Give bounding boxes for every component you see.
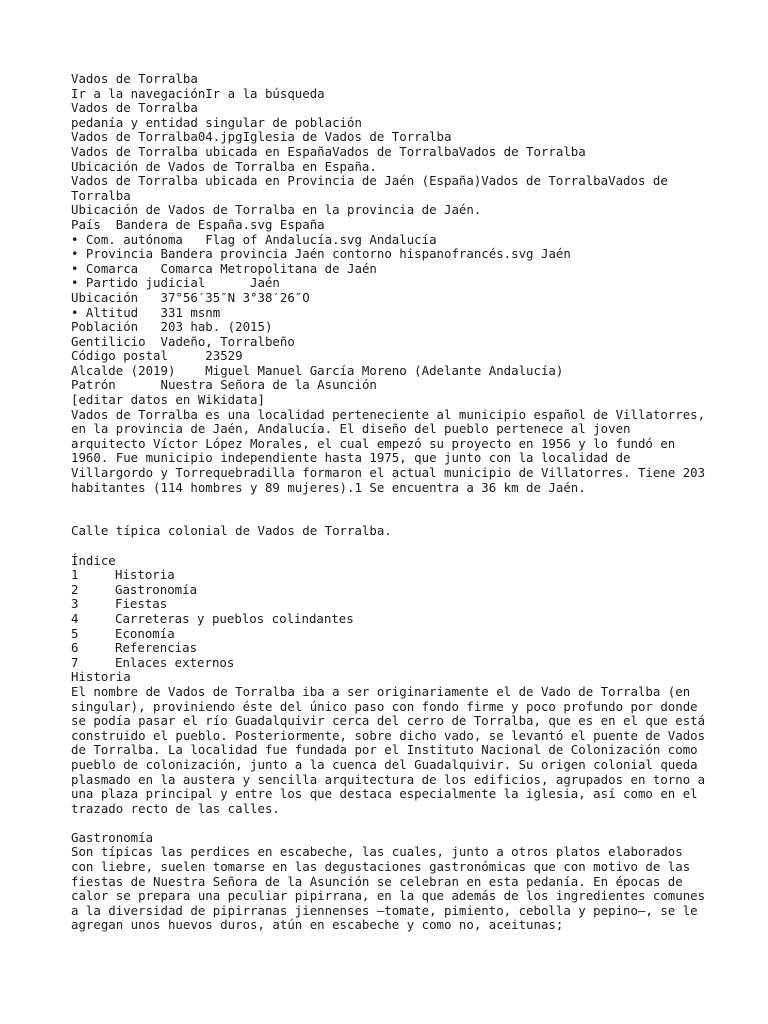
- infobox-value: Vadeño, Torralbeño: [160, 333, 295, 349]
- infobox-value[interactable]: Comarca Metropolitana de Jaén: [160, 260, 377, 276]
- infobox-value[interactable]: Flag of Andalucía.svg Andalucía: [205, 231, 437, 247]
- gastronomia-paragraph: Son típicas las perdices en escabeche, las cuales, junto a otros platos elaborados con liebre, suelen tomarse en las degustaciones gastronómicas que con motivo de las fiestas de Nuestra Señora de la Asunción se celebran en esta pedanía. En épocas de calor se prepara una peculiar pipirrana, en la que además de los ingredientes comunes a la diversidad de pipirranas jiennenses –tomate, pimiento, cebolla y pepino–, se le agregan unos huevos duros, atún en escabeche y como no, aceitunas;: [71, 844, 706, 933]
- infobox-value: 331 msnm: [160, 304, 221, 320]
- infobox-row-patron: [71, 378, 711, 393]
- page-title: Vados de Torralba: [71, 71, 198, 86]
- infobox-row-provincia: [71, 247, 711, 262]
- infobox-row-partido-judicial: [71, 276, 711, 291]
- infobox-label: • Partido judicial: [71, 275, 206, 291]
- infobox-value[interactable]: Bandera de España.svg España: [115, 216, 325, 232]
- toc-label[interactable]: Historia: [115, 567, 175, 583]
- toc-number: 7: [71, 654, 79, 670]
- toc-item-gastronomia[interactable]: [71, 583, 711, 598]
- spacer: [71, 539, 711, 554]
- infobox-label: Código postal: [71, 348, 168, 364]
- toc-number: 6: [71, 640, 79, 656]
- map-province-caption: Ubicación de Vados de Torralba en la provincia de Jaén.: [71, 202, 482, 218]
- infobox-row-altitud: [71, 306, 711, 321]
- infobox-value: 203 hab. (2015): [160, 319, 273, 335]
- toc-label[interactable]: Gastronomía: [115, 581, 198, 597]
- toc-item-historia[interactable]: [71, 568, 711, 583]
- spacer: [71, 816, 711, 831]
- toc-label[interactable]: Fiestas: [115, 596, 168, 612]
- toc-label[interactable]: Economía: [115, 625, 175, 641]
- infobox-row-pais: [71, 218, 711, 233]
- infobox-row-com-autonoma: [71, 233, 711, 248]
- toc-item-carreteras[interactable]: [71, 612, 711, 627]
- infobox-value[interactable]: Jaén: [250, 275, 280, 291]
- toc-title: Índice: [71, 552, 116, 568]
- infobox-value[interactable]: Nuestra Señora de la Asunción: [160, 377, 377, 393]
- article-name: Vados de Torralba: [71, 100, 198, 116]
- infobox-row-poblacion: [71, 320, 711, 335]
- toc-number: 3: [71, 596, 79, 612]
- infobox-value: 23529: [205, 348, 243, 364]
- toc-number: 5: [71, 625, 79, 641]
- infobox-row-ubicacion: [71, 291, 711, 306]
- toc-number: 2: [71, 581, 79, 597]
- infobox-label: • Altitud: [71, 304, 139, 320]
- spacer: [71, 495, 711, 524]
- infobox-label: Gentilicio: [71, 333, 146, 349]
- toc-label[interactable]: Carreteras y pueblos colindantes: [115, 610, 354, 626]
- infobox-value[interactable]: Bandera provincia Jaén contorno hispanofrancés.svg Jaén: [160, 246, 571, 262]
- infobox-label: • Provincia: [71, 246, 154, 262]
- infobox-value[interactable]: Miguel Manuel García Moreno (Adelante Andalucía): [205, 362, 564, 378]
- infobox-label: Patrón: [71, 377, 116, 393]
- toc-item-referencias[interactable]: [71, 641, 711, 656]
- map-province-reference: Vados de Torralba ubicada en Provincia de Jaén (España)Vados de TorralbaVados de Torralba: [71, 173, 668, 203]
- toc-number: 1: [71, 567, 79, 583]
- infobox-row-alcalde: [71, 364, 711, 379]
- skip-links[interactable]: Ir a la navegaciónIr a la búsqueda: [71, 85, 325, 101]
- infobox-row-codigo-postal: [71, 349, 711, 364]
- section-heading-gastronomia: Gastronomía: [71, 829, 154, 845]
- document-page: [71, 72, 711, 933]
- toc-item-fiestas[interactable]: [71, 597, 711, 612]
- toc-number: 4: [71, 610, 79, 626]
- toc-item-economia[interactable]: [71, 627, 711, 642]
- infobox-row-gentilicio: [71, 335, 711, 350]
- toc-item-enlaces[interactable]: [71, 656, 711, 671]
- infobox-value[interactable]: 37°56′35″N 3°38′26″O: [160, 289, 310, 305]
- section-heading-historia: Historia: [71, 669, 131, 685]
- infobox-label: Ubicación: [71, 289, 139, 305]
- infobox-label: Población: [71, 319, 139, 335]
- map-spain-caption: Ubicación de Vados de Torralba en España.: [71, 158, 377, 174]
- intro-paragraph: Vados de Torralba es una localidad perteneciente al municipio español de Villatorres, en la provincia de Jaén, Andalucía. El diseño del pueblo pertenece al joven arquitecto Víctor López Morales, el cual empezó su proyecto en 1956 y lo fundó en 1960. Fue municipio independiente hasta 1975, que junto con la localidad de Villargordo y Torrequebradilla formaron el actual municipio de Villatorres. Tiene 203 habitantes (114 hombres y 89 mujeres).1 Se encuentra a 36 km de Jaén.: [71, 406, 706, 495]
- edit-wikidata-link[interactable]: [editar datos en Wikidata]: [71, 392, 265, 408]
- toc-label[interactable]: Enlaces externos: [115, 654, 235, 670]
- article-subtitle: pedanía y entidad singular de población: [71, 114, 362, 130]
- infobox-label: Alcalde (2019): [71, 362, 176, 378]
- infobox-label: • Com. autónoma: [71, 231, 183, 247]
- infobox-label: • Comarca: [71, 260, 139, 276]
- toc-label[interactable]: Referencias: [115, 640, 198, 656]
- photo-caption: Calle típica colonial de Vados de Torralba.: [71, 523, 392, 539]
- infobox-label: País: [71, 216, 101, 232]
- historia-paragraph: El nombre de Vados de Torralba iba a ser originariamente el de Vado de Torralba (en singular), proviniendo éste del único paso con fondo firme y poco profundo por donde se podía pasar el río Guadalquivir cerca del cerro de Torralba, que es en el que está construido el pueblo. Posteriormente, sobre dicho vado, se levantó el puente de Vados de Torralba. La localidad fue fundada por el Instituto Nacional de Colonización como pueblo de colonización, junto a la cuenca del Guadalquivir. Su origen colonial queda plasmado en la austera y sencilla arquitectura de los edificios, agrupados en torno a una plaza principal y entre los que destaca especialmente la iglesia, así como en el trazado recto de las calles.: [71, 683, 706, 816]
- infobox-row-comarca: [71, 262, 711, 277]
- map-spain-reference: Vados de Torralba ubicada en EspañaVados de TorralbaVados de Torralba: [71, 143, 586, 159]
- image-reference: Vados de Torralba04.jpgIglesia de Vados de Torralba: [71, 129, 452, 145]
